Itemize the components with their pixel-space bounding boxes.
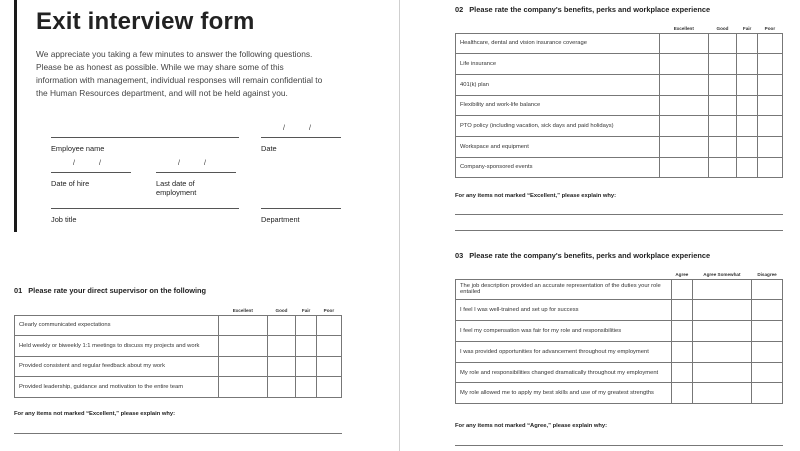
- section-title-text: Please rate your direct supervisor on the following: [28, 286, 207, 295]
- column-header: Excellent: [673, 25, 694, 31]
- table-row: [15, 315, 342, 336]
- employee-name-field[interactable]: [51, 137, 239, 153]
- date-of-hire-field[interactable]: [51, 160, 131, 188]
- section-02-title: [455, 5, 710, 14]
- explain-answer-line[interactable]: [455, 230, 783, 231]
- row-label: 401(k) plan: [456, 74, 660, 95]
- rating-cell[interactable]: [296, 315, 316, 336]
- date-separator: /: [283, 125, 285, 132]
- rating-cell[interactable]: [692, 300, 751, 321]
- column-header: Good: [275, 307, 288, 313]
- rating-cell[interactable]: [692, 362, 751, 383]
- row-label: The job description provided an accurate representation of the duties your role entailed: [456, 279, 672, 300]
- section-title-text: Please rate the company's benefits, perks and workplace experience: [469, 5, 711, 14]
- rating-cell[interactable]: [757, 74, 782, 95]
- table-row: [456, 95, 783, 116]
- rating-cell[interactable]: [296, 377, 316, 398]
- row-label: Clearly communicated expectations: [15, 315, 219, 336]
- date-separator: /: [73, 160, 75, 167]
- rating-cell[interactable]: [672, 383, 693, 404]
- right-page: [400, 0, 800, 451]
- section-01-explain-prompt: For any items not marked “Excellent,” please explain why:: [14, 411, 176, 417]
- rating-cell[interactable]: [219, 336, 268, 357]
- last-date-line[interactable]: [156, 172, 236, 173]
- rating-cell[interactable]: [757, 157, 782, 178]
- job-title-field[interactable]: [51, 208, 239, 224]
- table-row: [15, 377, 342, 398]
- rating-cell[interactable]: [672, 300, 693, 321]
- rating-cell[interactable]: [316, 377, 341, 398]
- section-02-explain-prompt: For any items not marked “Excellent,” please explain why:: [455, 193, 617, 199]
- date-separator: /: [99, 160, 101, 167]
- rating-cell[interactable]: [692, 279, 751, 300]
- rating-cell[interactable]: [692, 341, 751, 362]
- rating-cell[interactable]: [267, 377, 296, 398]
- table-row: [456, 341, 783, 362]
- rating-cell[interactable]: [660, 33, 709, 54]
- rating-cell[interactable]: [219, 377, 268, 398]
- department-field[interactable]: [261, 208, 341, 224]
- rating-cell[interactable]: [267, 356, 296, 377]
- rating-cell[interactable]: [672, 341, 693, 362]
- employee-name-line[interactable]: [51, 137, 239, 138]
- explain-answer-line[interactable]: [455, 445, 783, 446]
- row-label: My role and responsibilities changed dramatically throughout my employment: [456, 362, 672, 383]
- column-header: Poor: [764, 25, 776, 31]
- rating-cell[interactable]: [708, 157, 737, 178]
- header-spacer: [15, 305, 219, 315]
- rating-cell[interactable]: [737, 95, 757, 116]
- rating-cell[interactable]: [737, 54, 757, 75]
- section-03-explain-prompt: For any items not marked “Agree,” please explain why:: [455, 423, 608, 429]
- rating-cell[interactable]: [752, 279, 783, 300]
- rating-cell[interactable]: [219, 315, 268, 336]
- date-separator: /: [204, 160, 206, 167]
- table-row: [456, 54, 783, 75]
- rating-cell[interactable]: [660, 95, 709, 116]
- rating-cell[interactable]: [737, 157, 757, 178]
- rating-cell[interactable]: [708, 54, 737, 75]
- rating-cell[interactable]: [660, 74, 709, 95]
- section-number: 03: [455, 251, 464, 260]
- column-header: Fair: [301, 307, 311, 313]
- table-row: [456, 136, 783, 157]
- rating-cell[interactable]: [752, 362, 783, 383]
- column-header: Poor: [323, 307, 335, 313]
- rating-cell[interactable]: [708, 136, 737, 157]
- rating-cell[interactable]: [757, 54, 782, 75]
- rating-cell[interactable]: [737, 136, 757, 157]
- rating-cell[interactable]: [757, 95, 782, 116]
- date-label: Date: [261, 144, 277, 153]
- row-label: Life insurance: [456, 54, 660, 75]
- rating-cell[interactable]: [660, 136, 709, 157]
- row-label: Company-sponsored events: [456, 157, 660, 178]
- rating-cell[interactable]: [672, 279, 693, 300]
- section-03-title: [455, 251, 710, 260]
- row-label: Provided leadership, guidance and motivation to the entire team: [15, 377, 219, 398]
- job-title-label: Job title: [51, 215, 77, 224]
- rating-cell[interactable]: [752, 383, 783, 404]
- department-label: Department: [261, 215, 300, 224]
- benefits-rating-table: [455, 25, 783, 178]
- last-date-label: Last date of employment: [156, 179, 197, 197]
- row-label: I feel my compensation was fair for my role and responsibilities: [456, 321, 672, 342]
- column-header: Agree Somewhat: [703, 271, 741, 277]
- accent-bar: [14, 0, 17, 232]
- row-label: I feel I was well-trained and set up for success: [456, 300, 672, 321]
- date-of-hire-label: Date of hire: [51, 179, 90, 188]
- rating-cell[interactable]: [752, 321, 783, 342]
- rating-cell[interactable]: [757, 33, 782, 54]
- rating-cell[interactable]: [672, 321, 693, 342]
- supervisor-rating-table: [14, 305, 342, 398]
- column-header: Disagree: [757, 271, 777, 277]
- rating-cell[interactable]: [692, 383, 751, 404]
- column-header: Fair: [742, 25, 752, 31]
- table-row: [456, 157, 783, 178]
- employee-name-label: Employee name: [51, 144, 105, 153]
- experience-agreement-table: [455, 265, 783, 404]
- department-line[interactable]: [261, 208, 341, 209]
- rating-cell[interactable]: [757, 116, 782, 137]
- explain-answer-line[interactable]: [455, 214, 783, 215]
- table-row: [456, 383, 783, 404]
- table-row: [456, 116, 783, 137]
- column-header: Excellent: [232, 307, 253, 313]
- row-label: Workspace and equipment: [456, 136, 660, 157]
- rating-cell[interactable]: [267, 315, 296, 336]
- rating-cell[interactable]: [757, 136, 782, 157]
- table-row: [456, 362, 783, 383]
- table-row: [456, 74, 783, 95]
- rating-cell[interactable]: [672, 362, 693, 383]
- rating-cell[interactable]: [660, 54, 709, 75]
- table-row: [15, 356, 342, 377]
- rating-cell[interactable]: [296, 356, 316, 377]
- rating-cell[interactable]: [708, 116, 737, 137]
- rating-cell[interactable]: [316, 336, 341, 357]
- rating-cell[interactable]: [660, 116, 709, 137]
- last-date-field[interactable]: [156, 160, 236, 197]
- section-number: 02: [455, 5, 464, 14]
- table-row: [456, 279, 783, 300]
- row-label: I was provided opportunities for advancement throughout my employment: [456, 341, 672, 362]
- rating-cell[interactable]: [267, 336, 296, 357]
- rating-cell[interactable]: [692, 321, 751, 342]
- date-of-hire-line[interactable]: [51, 172, 131, 173]
- left-page: [0, 0, 399, 451]
- row-label: My role allowed me to apply my best skills and use of my greatest strengths: [456, 383, 672, 404]
- rating-cell[interactable]: [752, 300, 783, 321]
- rating-cell[interactable]: [708, 95, 737, 116]
- rating-cell[interactable]: [660, 157, 709, 178]
- section-number: 01: [14, 286, 23, 295]
- row-label: Provided consistent and regular feedback about my work: [15, 356, 219, 377]
- date-line[interactable]: [261, 137, 341, 138]
- rating-cell[interactable]: [737, 116, 757, 137]
- table-row: [15, 336, 342, 357]
- row-label: PTO policy (including vacation, sick days and paid holidays): [456, 116, 660, 137]
- rating-cell[interactable]: [316, 356, 341, 377]
- section-01-title: [14, 286, 206, 295]
- date-field[interactable]: [261, 125, 341, 153]
- rating-cell[interactable]: [737, 33, 757, 54]
- table-row: [456, 321, 783, 342]
- rating-cell[interactable]: [708, 33, 737, 54]
- rating-cell[interactable]: [737, 74, 757, 95]
- date-separator: /: [178, 160, 180, 167]
- header-spacer: [456, 265, 672, 279]
- row-label: Flexibility and work-life balance: [456, 95, 660, 116]
- table-row: [456, 300, 783, 321]
- column-header: Agree: [675, 271, 689, 277]
- job-title-line[interactable]: [51, 208, 239, 209]
- rating-cell[interactable]: [752, 341, 783, 362]
- form-title: Exit interview form: [36, 8, 255, 35]
- section-title-text: Please rate the company's benefits, perks and workplace experience: [469, 251, 711, 260]
- header-spacer: [456, 25, 660, 33]
- row-label: Held weekly or biweekly 1:1 meetings to discuss my projects and work: [15, 336, 219, 357]
- column-header: Good: [716, 25, 729, 31]
- rating-cell[interactable]: [296, 336, 316, 357]
- rating-cell[interactable]: [219, 356, 268, 377]
- table-row: [456, 33, 783, 54]
- explain-answer-line[interactable]: [14, 433, 342, 434]
- rating-cell[interactable]: [708, 74, 737, 95]
- rating-cell[interactable]: [316, 315, 341, 336]
- date-separator: /: [309, 125, 311, 132]
- intro-paragraph: We appreciate you taking a few minutes to answer the following questions. Please be as honest as possible. While we may share some of this information with management, individual responses will remain confidential to the Human Resources department, and will not be held against you.: [36, 49, 323, 98]
- row-label: Healthcare, dental and vision insurance coverage: [456, 33, 660, 54]
